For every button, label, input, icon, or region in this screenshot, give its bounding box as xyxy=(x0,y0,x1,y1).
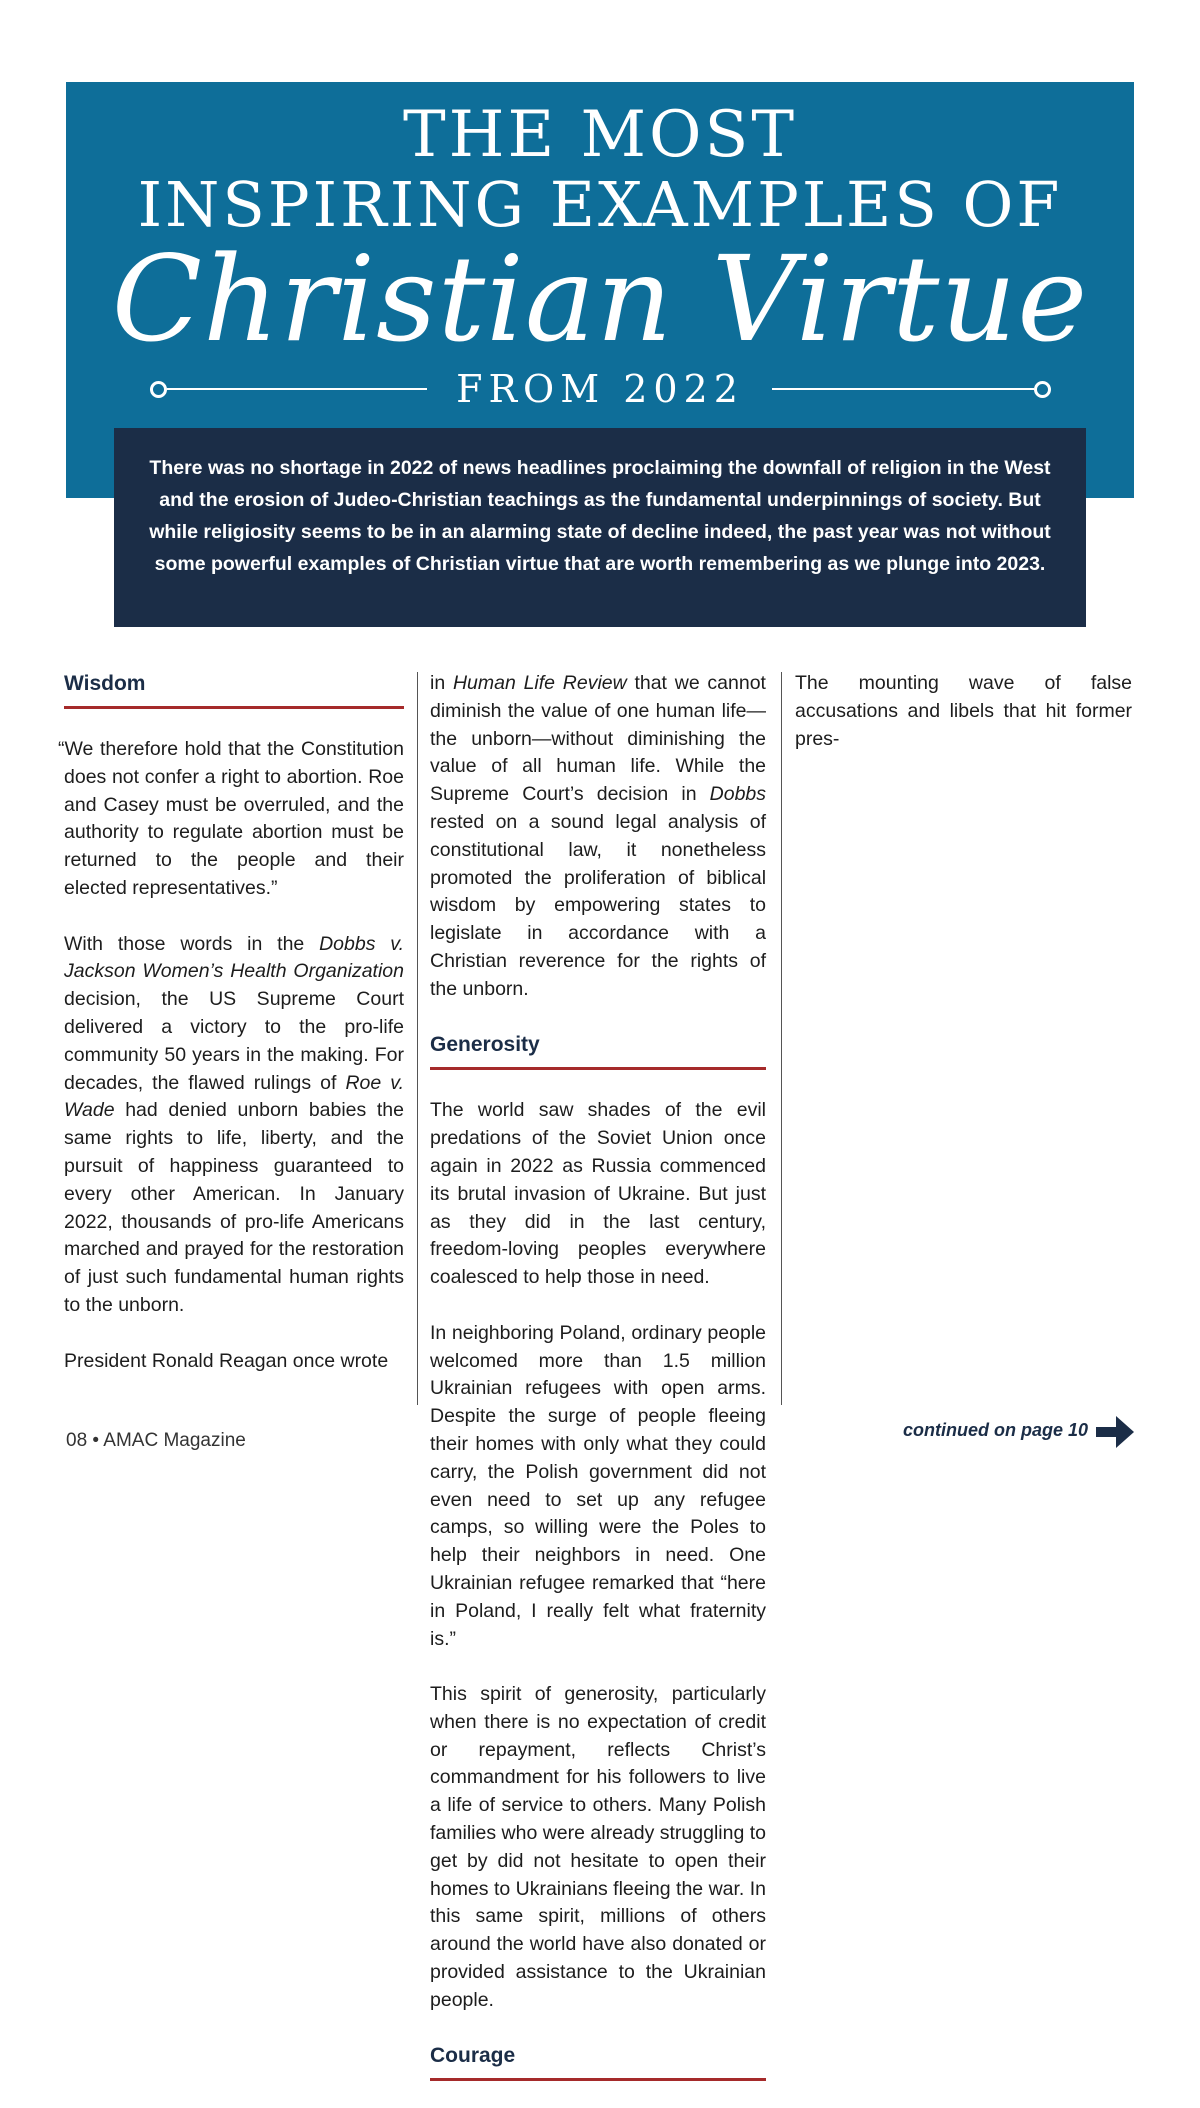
column-1 xyxy=(58,670,404,1375)
title-line-2: INSPIRING EXAMPLES OF xyxy=(137,168,1063,241)
title-script: Christian Virtue xyxy=(111,230,1089,368)
column-divider-1 xyxy=(417,672,418,1405)
title-line-1: THE MOST xyxy=(402,98,798,172)
generosity-paragraph-2: In neighboring Poland, ordinary people welcomed more than 1.5 million Ukrainian refugees with open arms. Despite the surge of people fleeing their homes with only what they could carry, the Polish government did not even need to set up any refugee camps, so willing were the Poles to help their neighbors in need. One Ukrainian refugee remarked that “here in Poland, I really felt what fraternity is.” xyxy=(430,1321,766,1650)
courage-paragraph-1-cont: The mounting wave of false accusations and libels that hit former pres- xyxy=(795,672,1133,750)
wisdom-quote: “We therefore hold that the Constitution does not confer a right to abortion. Roe and Casey must be overruled, and the authority to regulate abortion must be returned to the people and their elected representatives.” xyxy=(58,738,404,899)
wisdom-paragraph-3-cont: in Human Life Review that we cannot diminish the value of one human life—the unborn—without diminishing the value of all human life. While the Supreme Court’s decision in Dobbs rested on a sound legal analysis of constitutional law, it nonetheless promoted the proliferation of biblical wisdom by empowering states to legislate in accordance with a Christian reverence for the rights of the unborn. xyxy=(430,672,767,1000)
title-subline xyxy=(150,364,1050,414)
section-heading-courage: Courage xyxy=(430,2042,766,2081)
arrow-right-icon[interactable] xyxy=(1094,1413,1136,1451)
column-divider-2 xyxy=(781,672,782,1405)
column-3 xyxy=(795,670,1132,781)
intro-text: There was no shortage in 2022 of news headlines proclaiming the downfall of religion in the West and the erosion of Judeo-Christian teachings as the fundamental underpinnings of society. But while religiosity seems to be in an alarming state of decline indeed, the past year was not without some powerful examples of Christian virtue that are worth remembering as we plunge into 2023. xyxy=(149,457,1051,575)
wisdom-paragraph-2: With those words in the Dobbs v. Jackson Women’s Health Organization decision, the US Supreme Court delivered a victory to the pro-life community 50 years in the making. For decades, the flawed rulings of Roe v. Wade had denied unborn babies the same rights to life, liberty, and the pursuit of happiness guaranteed to every other American. In January 2022, thousands of pro-life Americans marched and prayed for the restoration of just such fundamental human rights to the unborn. xyxy=(64,932,404,1316)
generosity-paragraph-1: The world saw shades of the evil predations of the Soviet Union once again in 2022 as Russia commenced its brutal invasion of Ukraine. But just as they did in the last century, freedom-loving peoples everywhere coalesced to help those in need. xyxy=(430,1099,766,1289)
section-heading-generosity: Generosity xyxy=(430,1031,766,1070)
case-name: Dobbs v. Jackson Women’s Health Organization xyxy=(64,932,404,983)
page-footer: 08 • AMAC Magazine xyxy=(66,1430,246,1451)
wisdom-paragraph-3: President Ronald Reagan once wrote xyxy=(64,1349,389,1372)
generosity-paragraph-3: This spirit of generosity, particularly when there is no expectation of credit or repayment, reflects Christ’s commandment for his followers to live a life of service to others. Many Polish families who were already struggling to get by did not hesitate to open their homes to Ukrainians fleeing the war. In this same spirit, millions of others around the world have also donated or provided assistance to the Ukrainian people. xyxy=(430,1683,767,2011)
case-roe: Roe v. Wade xyxy=(64,1071,404,1122)
section-heading-wisdom: Wisdom xyxy=(64,670,404,709)
column-2 xyxy=(430,670,766,2108)
continued-link[interactable]: continued on page 10 xyxy=(902,1420,1088,1440)
title-year: FROM 2022 xyxy=(456,367,744,411)
intro-box xyxy=(114,428,1086,627)
